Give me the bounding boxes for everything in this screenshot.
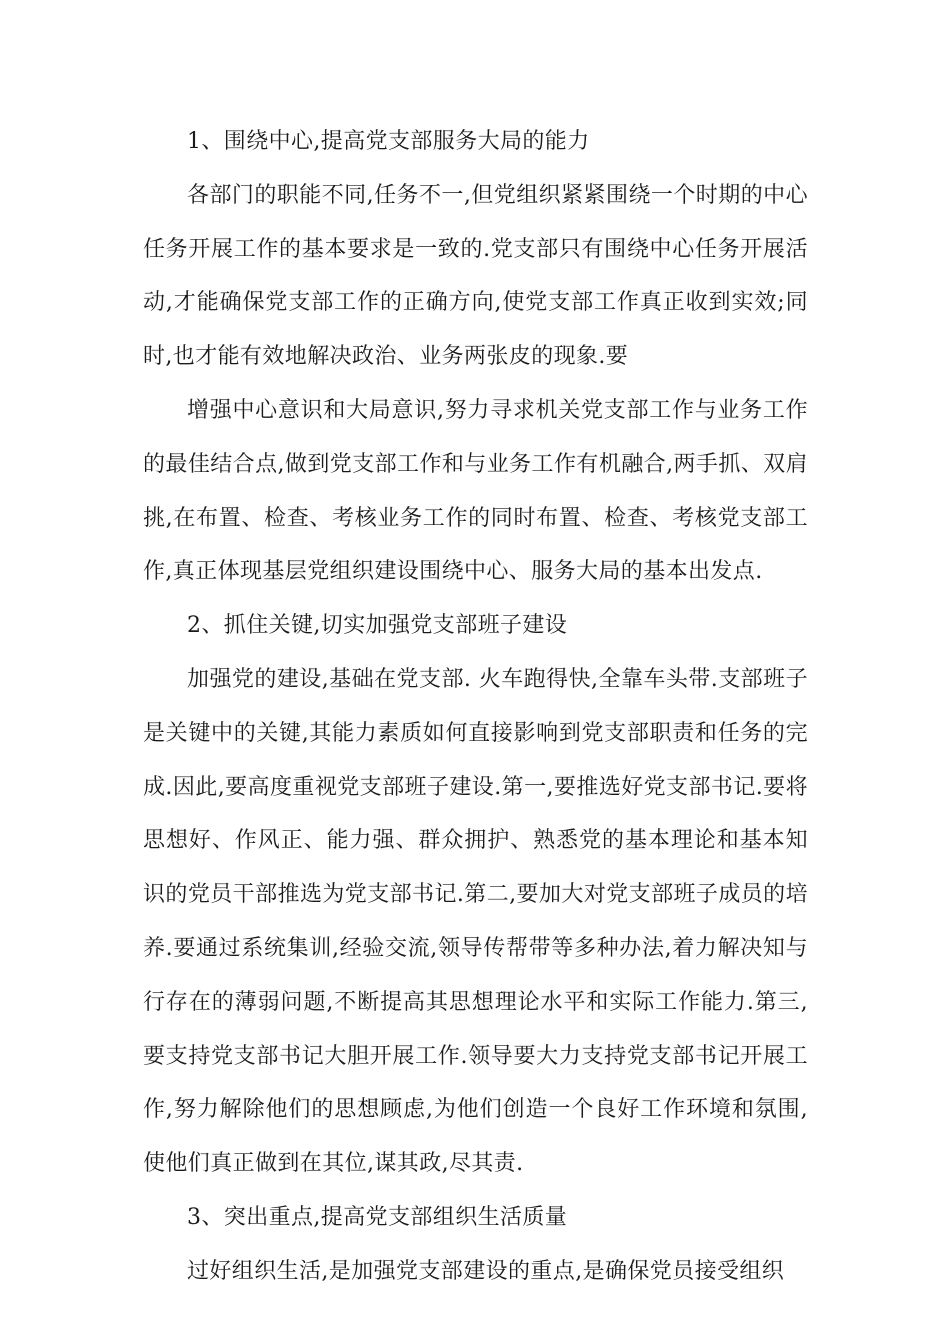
body-paragraph-1: 各部门的职能不同,任务不一,但党组织紧紧围绕一个时期的中心任务开展工作的基本要求是一致的.党支部只有围绕中心任务开展活动,才能确保党支部工作的正确方向,使党支部工作真正收到实效;同时,也才能有效地解决政治、业务两张皮的现象.要 [143, 182, 808, 370]
body-paragraph-3: 加强党的建设,基础在党支部. 火车跑得快,全靠车头带.支部班子是关键中的关键,其能力素质如何直接影响到党支部职责和任务的完成.因此,要高度重视党支部班子建设.第一,要推选好党支部书记.要将思想好、作风正、能力强、群众拥护、熟悉党的基本理论和基本知识的党员干部推选为党支部书记.第二,要加大对党支部班子成员的培养.要通过系统集训,经验交流,领导传帮带等多种办法,着力解决知与行存在的薄弱问题,不断提高其思想理论水平和实际工作能力.第三,要支持党支部书记大胆开展工作.领导要大力支持党支部书记开展工作,努力解除他们的思想顾虑,为他们创造一个良好工作环境和氛围,使他们真正做到在其位,谋其政,尽其责. [143, 666, 808, 1177]
section-heading-1: 1、围绕中心,提高党支部服务大局的能力 [187, 129, 590, 154]
section-heading-3: 3、突出重点,提高党支部组织生活质量 [187, 1204, 568, 1230]
section-heading-2: 2、抓住关键,切实加强党支部班子建设 [187, 613, 568, 639]
document-body [143, 115, 808, 1299]
body-paragraph-4: 过好组织生活,是加强党支部建设的重点,是确保党员接受组织 [187, 1258, 785, 1284]
body-paragraph-2: 增强中心意识和大局意识,努力寻求机关党支部工作与业务工作的最佳结合点,做到党支部工作和与业务工作有机融合,两手抓、双肩挑,在布置、检查、考核业务工作的同时布置、检查、考核党支部工作,真正体现基层党组织建设围绕中心、服务大局的基本出发点. [143, 397, 808, 585]
